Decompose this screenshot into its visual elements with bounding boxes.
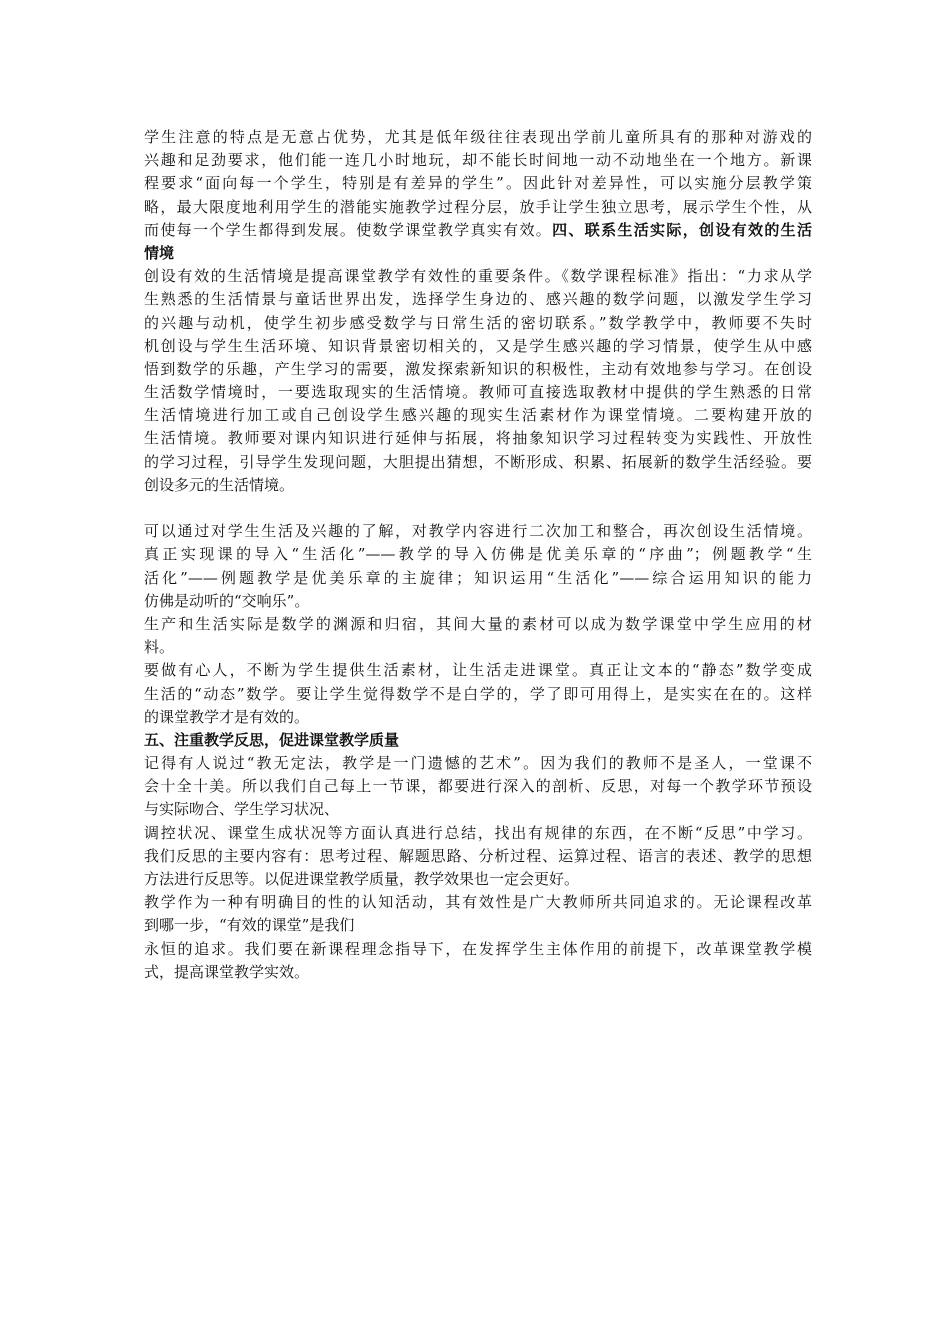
paragraph-line: 程要求“面向每一个学生，特别是有差异的学生”。因此针对差异性，可以实施分层教学策 [144,174,812,193]
paragraph-line: 记得有人说过“教无定法，教学是一门遗憾的艺术”。因为我们的教师不是圣人，一堂课不 [144,754,812,773]
paragraph-line: 与实际吻合、学生学习状况、 [144,800,340,819]
paragraph-line: 式，提高课堂教学实效。 [144,962,310,981]
paragraph-line: 我们反思的主要内容有：思考过程、解题思路、分析过程、运算过程、语言的表述、教学的思想 [144,846,812,865]
paragraph-line: 仿佛是动听的“交响乐”。 [144,591,310,610]
paragraph-line: 的学习过程，引导学生发现问题，大胆提出猜想，不断形成、积累、拓展新的数学生活经验。要 [144,452,812,471]
paragraph-line: 学生注意的特点是无意占优势，尤其是低年级往往表现出学前儿童所具有的那种对游戏的 [144,128,812,146]
paragraph-line: 兴趣和足劲要求，他们能一连几小时地玩，却不能长时间地一动不动地坐在一个地方。新课 [144,151,812,170]
section-heading-4-cont: 情境 [144,243,175,262]
section-heading-5: 五、注重教学反思，促进课堂教学质量 [144,730,400,749]
section-heading-4: 四、联系生活实际，创设有效的生活 [552,220,812,239]
paragraph-line: 创设多元的生活情境。 [144,475,295,494]
paragraph-line [144,219,812,242]
paragraph-line: 机创设与学生生活环境、知识背景密切相关的，又是学生感兴趣的学习情景，使学生从中感 [144,336,812,355]
paragraph-line: 永恒的追求。我们要在新课程理念指导下，在发挥学生主体作用的前提下，改革课堂教学模 [144,939,812,958]
paragraph-line: 悟到数学的乐趣，产生学习的需要，激发探索新知识的积极性，主动有效地参与学习。在创设 [144,359,812,378]
paragraph-line: 可以通过对学生生活及兴趣的了解，对教学内容进行二次加工和整合，再次创设生活情境。 [144,522,812,541]
paragraph-line: 生熟悉的生活情景与童话世界出发，选择学生身边的、感兴趣的数学问题，以激发学生学习 [144,290,812,309]
paragraph-line: 生活数学情境时，一要选取现实的生活情境。教师可直接选取教材中提供的学生熟悉的日常 [144,383,812,402]
paragraph-line: 活化”——例题教学是优美乐章的主旋律；知识运用“生活化”——综合运用知识的能力 [144,568,812,587]
paragraph-line: 生活的“动态”数学。要让学生觉得数学不是白学的，学了即可用得上，是实实在在的。这样 [144,684,812,703]
paragraph-text: 而使每一个学生都得到发展。使数学课堂教学真实有效。 [144,220,553,239]
blank-line [144,497,812,520]
paragraph-line: 要做有心人，不断为学生提供生活素材，让生活走进课堂。真正让文本的“静态”数学变成 [144,661,812,680]
paragraph-line: 到哪一步，“有效的课堂”是我们 [144,916,355,935]
document-page [144,126,812,984]
paragraph-line: 方法进行反思等。以促进课堂教学质量，教学效果也一定会更好。 [144,870,580,888]
paragraph-line: 教学作为一种有明确目的性的认知活动，其有效性是广大教师所共同追求的。无论课程改革 [144,893,812,912]
paragraph-line: 生产和生活实际是数学的渊源和归宿，其间大量的素材可以成为数学课堂中学生应用的材 [144,614,812,633]
paragraph-line: 的兴趣与动机，使学生初步感受数学与日常生活的密切联系。”数学教学中，教师要不失时 [144,313,812,332]
paragraph-line: 料。 [144,638,175,657]
paragraph-line: 真正实现课的导入“生活化”——教学的导入仿佛是优美乐章的“序曲”；例题教学“生 [144,545,812,564]
paragraph-line: 生活情境。教师要对课内知识进行延伸与拓展，将抽象知识学习过程转变为实践性、开放性 [144,429,812,448]
paragraph-line: 调控状况、课堂生成状况等方面认真进行总结，找出有规律的东西，在不断“反思”中学习。 [144,823,812,842]
paragraph-line: 的课堂教学才是有效的。 [144,707,310,726]
paragraph-line: 略，最大限度地利用学生的潜能实施教学过程分层，放手让学生独立思考，展示学生个性，从 [144,197,812,216]
paragraph-line: 会十全十美。所以我们自己每上一节课，都要进行深入的剖析、反思，对每一个教学环节预设 [144,777,812,796]
paragraph-line: 生活情境进行加工或自己创设学生感兴趣的现实生活素材作为课堂情境。二要构建开放的 [144,406,812,425]
paragraph-line: 创设有效的生活情境是提高课堂教学有效性的重要条件。《数学课程标准》指出：“力求从学 [144,267,812,286]
